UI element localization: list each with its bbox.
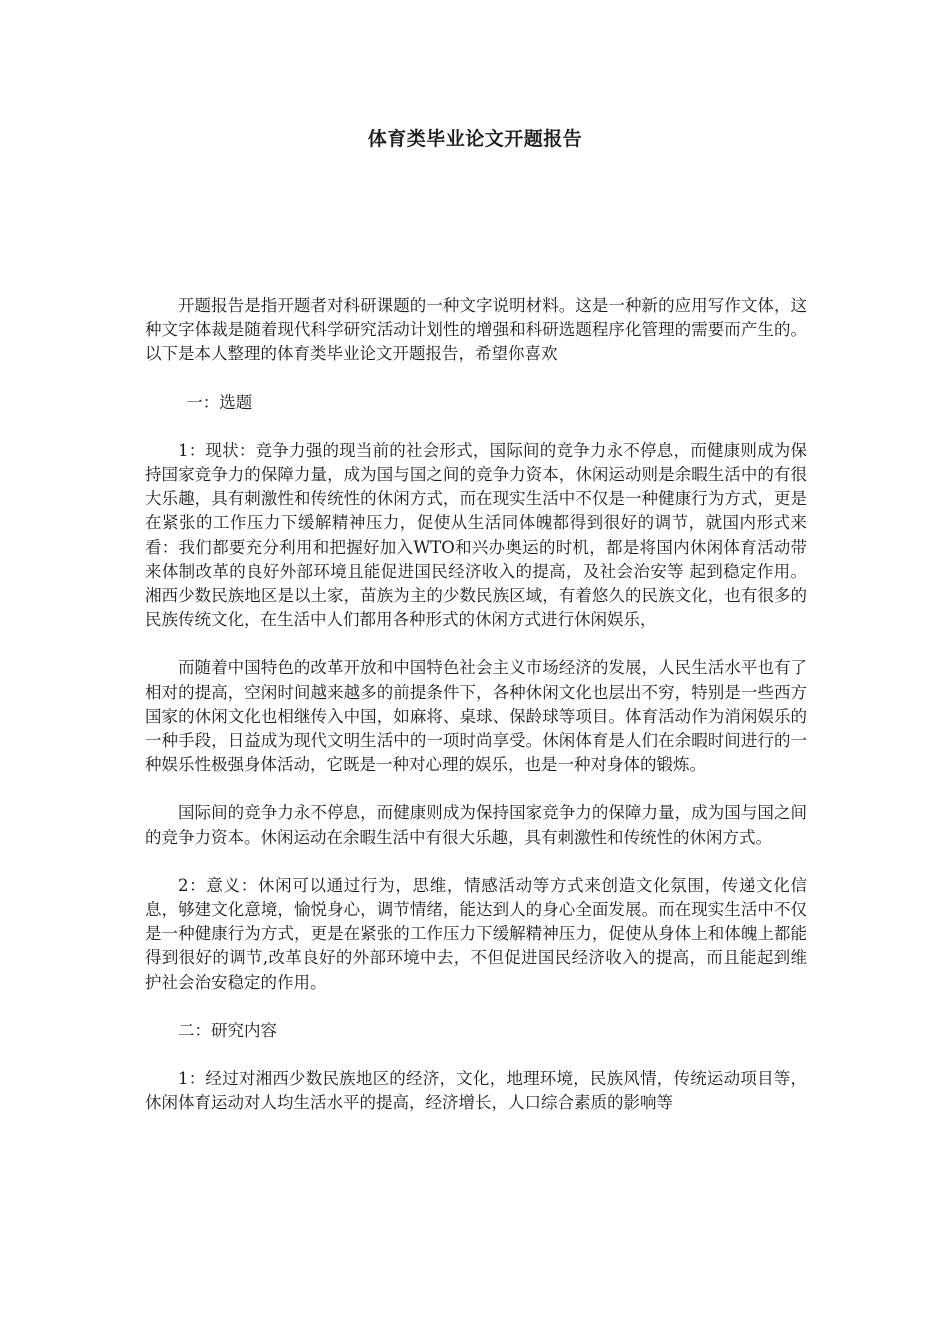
paragraph-competition: 国际间的竞争力永不停息，而健康则成为保持国家竞争力的保障力量，成为国与国之间的竞争力资本。休闲运动在余暇生活中有很大乐趣，具有刺激性和传统性的休闲方式。	[145, 803, 807, 847]
section-heading-topic: 一：选题	[186, 392, 253, 412]
section-heading-research: 二：研究内容	[178, 1020, 277, 1040]
paragraph-reform: 而随着中国特色的改革开放和中国特色社会主义市场经济的发展，人民生活水平也有了相对的提高，空闲时间越来越多的前提条件下，各种休闲文化也层出不穷，特别是一些西方国家的休闲文化也相继传入中国，如麻将、桌球、保龄球等项目。体育活动作为消闲娱乐的一种手段，日益成为现代文明生活中的一项时尚享受。休闲体育是人们在余暇时间进行的一种娱乐性极强身体活动，它既是一种对心理的娱乐，也是一种对身体的锻炼。	[145, 658, 807, 775]
paragraph-research-1: 1：经过对湘西少数民族地区的经济，文化，地理环境，民族风情，传统运动项目等，休闲体育运动对人均生活水平的提高，经济增长，人口综合素质的影响等	[145, 1069, 807, 1113]
paragraph-status: 1：现状：竞争力强的现当前的社会形式，国际间的竞争力永不停息，而健康则成为保持国家竞争力的保障力量，成为国与国之间的竞争力资本，休闲运动则是余暇生活中的有很大乐趣，具有刺激性和传统性的休闲方式，而在现实生活中不仅是一种健康行为方式，更是在紧张的工作压力下缓解精神压力，促使从生活同体魄都得到很好的调节，就国内形式来看：我们都要充分利用和把握好加入WTO和兴办奥运的时机，都是将国内休闲体育活动带来体制改革的良好外部环境且能促进国民经济收入的提高，及社会治安等 起到稳定作用。湘西少数民族地区是以土家，苗族为主的少数民族区域，有着悠久的民族文化，也有很多的民族传统文化，在生活中人们都用各种形式的休闲方式进行休闲娱乐，	[145, 440, 807, 630]
paragraph-significance: 2：意义：休闲可以通过行为，思维，情感活动等方式来创造文化氛围，传递文化信息，够建文化意境，愉悦身心，调节情绪，能达到人的身心全面发展。而在现实生活中不仅是一种健康行为方式，更是在紧张的工作压力下缓解精神压力，促使从身体上和体魄上都能得到很好的调节,改革良好的外部环境中去，不但促进国民经济收入的提高，而且能起到维护社会治安稳定的作用。	[145, 875, 807, 992]
document-body	[145, 294, 807, 1139]
document-title: 体育类毕业论文开题报告	[367, 128, 583, 150]
intro-paragraph: 开题报告是指开题者对科研课题的一种文字说明材料。这是一种新的应用写作文体，这种文字体裁是随着现代科学研究活动计划性的增强和科研选题程序化管理的需要而产生的。以下是本人整理的体育类毕业论文开题报告，希望你喜欢	[145, 296, 807, 364]
